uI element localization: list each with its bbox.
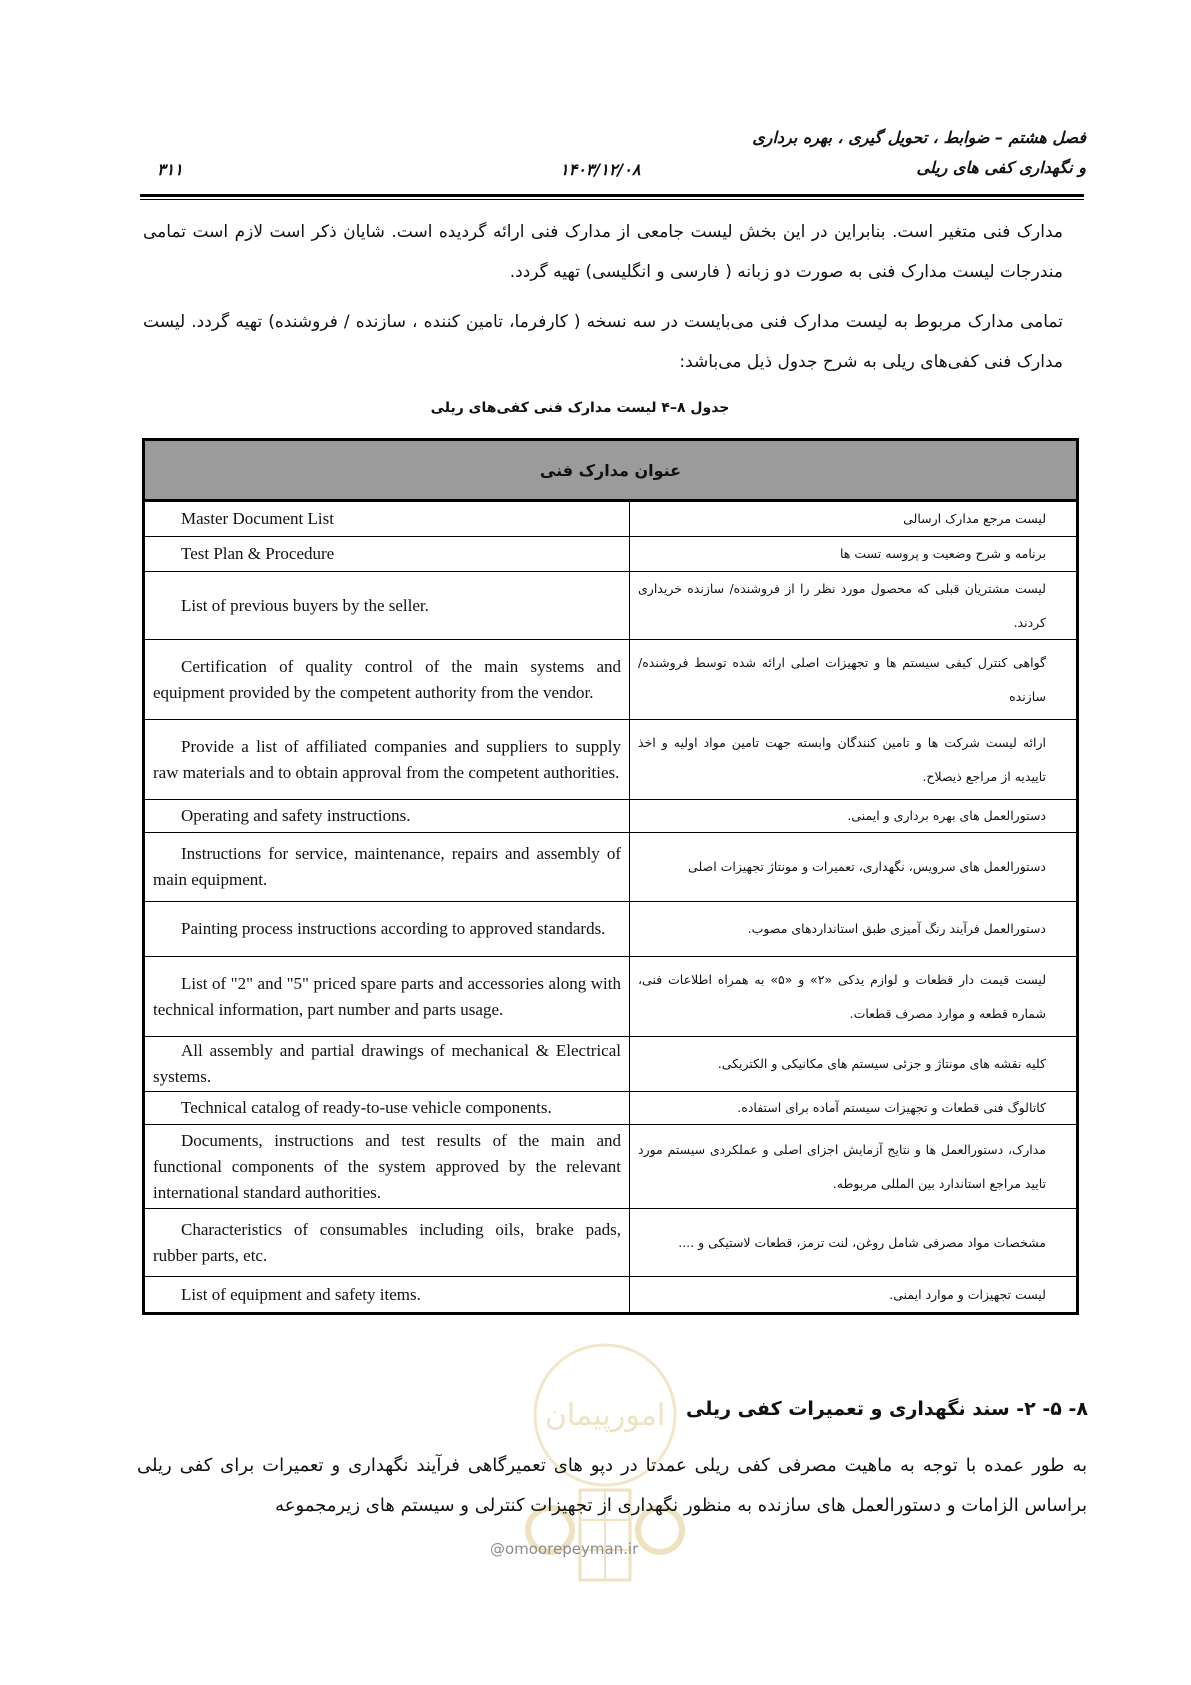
table-row	[145, 956, 1076, 1036]
table-cell-persian: لیست مشتریان قبلی که محصول مورد نظر را از فروشنده/ سازنده خریداری کردند.	[638, 580, 1046, 630]
table-row	[145, 799, 1076, 832]
table-cell-english: Instructions for service, maintenance, repairs and assembly of main equipment.	[145, 833, 630, 901]
table-row	[145, 1276, 1076, 1312]
table-cell-english: Test Plan & Procedure	[145, 537, 630, 571]
header-rule-thin	[140, 199, 1084, 200]
section-paragraph: به طور عمده با توجه به ماهیت مصرفی کفی ریلی عمدتا در دپو های تعمیرگاهی فرآیند نگهداری و تعمیرات برای کفی ریلی براساس الزامات و دستورالعمل های سازنده به منظور نگهداری از تجهیزات کنترلی و سیستم های زیرمجموعه	[137, 1455, 1087, 1516]
header-date: ۱۴۰۳/۱۲/۰۸	[560, 160, 641, 179]
watermark-logo-text: امورپیمان	[544, 1398, 666, 1433]
table-row	[145, 1124, 1076, 1208]
header-rule-thick	[140, 194, 1084, 197]
table-cell-english: List of equipment and safety items.	[145, 1277, 630, 1312]
table-row	[145, 571, 1076, 639]
table-row	[145, 1208, 1076, 1276]
table-header	[145, 441, 1076, 501]
technical-documents-table	[142, 438, 1079, 1315]
table-cell-persian: کلیه نقشه های مونتاژ و جزئی سیستم های مکانیکی و الکتریکی.	[717, 1056, 1046, 1071]
page-number: ۳۱۱	[157, 160, 183, 179]
chapter-subtitle: و نگهداری کفی های ریلی	[916, 158, 1086, 177]
section-heading: ۸- ۵- ۲- سند نگهداری و تعمیرات کفی ریلی	[686, 1398, 1088, 1420]
table-row	[145, 536, 1076, 571]
table-cell-persian: مشخصات مواد مصرفی شامل روغن، لنت ترمز، قطعات لاستیکی و ....	[678, 1234, 1046, 1250]
table-cell-english: Technical catalog of ready-to-use vehicle components.	[145, 1092, 630, 1124]
table-cell-persian: دستورالعمل های بهره برداری و ایمنی.	[847, 808, 1046, 823]
table-cell-english: Documents, instructions and test results of the main and functional components of the system approved by the relevant international standard authorities.	[145, 1125, 630, 1208]
table-cell-persian: کاتالوگ فنی قطعات و تجهیزات سیستم آماده برای استفاده.	[737, 1100, 1046, 1115]
table-row	[145, 1091, 1076, 1124]
table-cell-english: Operating and safety instructions.	[145, 800, 630, 832]
table-cell-english: Certification of quality control of the main systems and equipment provided by the competent authority from the vendor.	[145, 640, 630, 719]
body-paragraph-1: مدارک فنی متغیر است. بنابراین در این بخش لیست جامعی از مدارک فنی ارائه گردیده است. شایان ذکر است لازم است تمامی مندرجات لیست مدارک فنی به صورت دو زبانه ( فارسی و انگلیسی) تهیه گردد.	[143, 222, 1063, 282]
table-cell-persian: گواهی کنترل کیفی سیستم ها و تجهیزات اصلی ارائه شده توسط فروشنده/ سازنده	[638, 654, 1046, 704]
table-row	[145, 639, 1076, 719]
table-cell-english: Painting process instructions according to approved standards.	[145, 902, 630, 956]
table-caption: جدول ۸–۴ لیست مدارک فنی کفی‌های ریلی	[430, 400, 730, 416]
table-cell-persian: لیست تجهیزات و موارد ایمنی.	[889, 1286, 1046, 1302]
table-row	[145, 832, 1076, 901]
table-cell-persian: لیست مرجع مدارک ارسالی	[903, 511, 1046, 526]
table-cell-persian: دستورالعمل های سرویس، نگهداری، تعمیرات و مونتاژ تجهیزات اصلی	[688, 859, 1046, 874]
table-cell-english: Master Document List	[145, 502, 630, 536]
watermark-text: @omoorepeyman.ir	[490, 1540, 639, 1558]
table-cell-persian: مدارک، دستورالعمل ها و نتایج آزمایش اجزای اصلی و عملکردی سیستم مورد تایید مراجع استاندارد بین المللی مربوطه.	[638, 1141, 1046, 1191]
table-cell-persian: ارائه لیست شرکت ها و تامین کنندگان وابسته جهت تامین مواد اولیه و اخذ تاییدیه از مراجع ذیصلاح.	[638, 734, 1046, 784]
table-cell-persian: دستورالعمل فرآیند رنگ آمیزی طبق استانداردهای مصوب.	[747, 921, 1046, 936]
table-row	[145, 719, 1076, 799]
table-row	[145, 501, 1076, 536]
table-header-label: عنوان مدارک فنی	[539, 460, 682, 480]
table-cell-persian: برنامه و شرح وضعیت و پروسه تست ها	[839, 546, 1046, 561]
table-cell-english: All assembly and partial drawings of mechanical & Electrical systems.	[145, 1037, 630, 1091]
table-row	[145, 1036, 1076, 1091]
table-cell-english: Characteristics of consumables including oils, brake pads, rubber parts, etc.	[145, 1209, 630, 1276]
table-cell-english: List of "2" and "5" priced spare parts and accessories along with technical information, part number and parts usage.	[145, 957, 630, 1036]
chapter-title: فصل هشتم – ضوابط ، تحویل گیری ، بهره برداری	[752, 128, 1086, 147]
table-row	[145, 901, 1076, 956]
table-cell-persian: لیست قیمت دار قطعات و لوازم یدکی «۲» و «۵» به همراه اطلاعات فنی، شماره قطعه و موارد مصرف قطعات.	[638, 971, 1047, 1021]
table-cell-english: List of previous buyers by the seller.	[145, 572, 630, 639]
table-cell-english: Provide a list of affiliated companies and suppliers to supply raw materials and to obtain approval from the competent authorities.	[145, 720, 630, 799]
body-paragraph-2: تمامی مدارک مربوط به لیست مدارک فنی می‌بایست در سه نسخه ( کارفرما، تامین کننده ، سازنده / فروشنده) تهیه گردد. لیست مدارک فنی کفی‌های ریلی به شرح جدول ذیل می‌باشد:	[143, 312, 1063, 372]
